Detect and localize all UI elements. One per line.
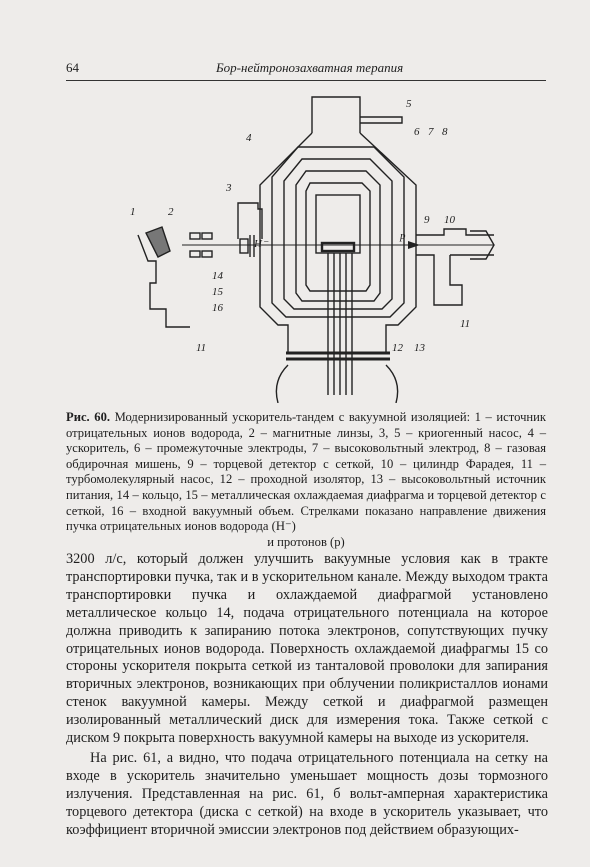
beam-arrow — [408, 241, 420, 249]
caption-text: Модернизированный ускоритель-тандем с вакуумной изоляцией: 1 – источник отрицательных ионов водорода, 2 – магнитные линзы, 3, 5 – криогенный насос, 4 – ускоритель, 6 – промежуточные электроды, 7 – высоковольтный электрод, 8 – газовая обдирочная мишень, 9 – торцевой детектор с сеткой, 10 – цилиндр Фарадея, 11 – турбомолекулярный насос, 12 – проходной изолятор, 13 – высоковольтный источник питания, 14 – кольцо, 15 – металлическая охлаждаемая диафрагма и торцевой детектор с сеткой, 16 – входной вакуумный объем. Стрелками показано направление движения пучка отрицательных ионов водорода (H⁻) — [66, 410, 546, 534]
label-14: 14 — [212, 270, 223, 282]
electrode-3 — [296, 171, 380, 301]
running-title: Бор-нейтронозахватная терапия — [216, 60, 404, 75]
label-15: 15 — [212, 286, 223, 298]
label-9: 9 — [424, 214, 430, 226]
accelerator-diagram — [90, 85, 550, 403]
magnetic-lens-b — [202, 233, 212, 239]
label-h-minus: H⁻ — [254, 238, 268, 250]
label-8: 8 — [442, 126, 448, 138]
caption-title: Рис. 60. — [66, 410, 111, 424]
magnetic-lens-d — [202, 251, 212, 257]
label-16: 16 — [212, 302, 223, 314]
label-12: 12 — [392, 342, 403, 354]
label-2: 2 — [168, 206, 174, 218]
magnetic-lens-a — [190, 233, 200, 239]
caption-last-line: и протонов (p) — [267, 534, 345, 549]
insulator-plate — [286, 353, 390, 359]
label-3: 3 — [226, 182, 232, 194]
turbo-pump-right — [434, 255, 462, 305]
page-number: 64 — [66, 60, 79, 75]
figure-diagram — [90, 85, 550, 403]
feedthrough — [328, 253, 352, 395]
magnetic-lens-c — [190, 251, 200, 257]
label-7: 7 — [428, 126, 434, 138]
paragraph-2: На рис. 61, а видно, что подача отрицательного потенциала на сетку на входе в ускоритель значительно уменьшает мощность дозы тормозного излучения. Представленная на рис. 61, б вольт-амперная характеристика торцевого детектора (диска с сеткой) на входе в ускоритель указывает, что коэффициент вторичной эмиссии электронов под действием образующих- — [66, 749, 548, 838]
paragraph-1: 3200 л/с, который должен улучшить вакуумные условия как в тракте транспортировки пучка, так и в ускорительном канале. Между выходом тракта транспортировки пучка и охлаждаемой диафрагмой установлено металлическое кольцо 14, подача отрицательного потенциала на которое должна приводить к запиранию потока электронов, сопутствующих пучку отрицательных ионов водорода. Поверхность охлаждаемой диафрагмы 15 со стороны ускорителя покрыта сеткой из танталовой проволоки для запирания вторичных электронов, возникающих при облучении поликристаллов ионами стенок вакуумной камеры. Между сеткой и диафрагмой размещен изолированный металлический диск для измерения тока. Также сеткой с диском 9 покрыта поверхность вакуумной камеры на выходе из ускорителя. — [66, 551, 548, 747]
cryopump-arm — [360, 117, 402, 123]
label-13: 13 — [414, 342, 425, 354]
label-11-right: 11 — [460, 318, 471, 330]
stripping-target — [322, 243, 354, 251]
figure-caption — [66, 410, 546, 550]
cryopump-top — [312, 97, 360, 133]
label-10: 10 — [444, 214, 455, 226]
label-p: p — [400, 230, 406, 242]
label-4: 4 — [246, 132, 252, 144]
label-6: 6 — [414, 126, 420, 138]
label-11-left: 11 — [196, 342, 207, 354]
ion-source — [146, 227, 170, 257]
power-supply — [276, 365, 397, 403]
body-text — [66, 551, 548, 840]
label-5: 5 — [406, 98, 412, 110]
exit-pipe — [416, 229, 494, 285]
ring-14 — [240, 239, 248, 253]
label-1: 1 — [130, 206, 136, 218]
cryopump-side — [238, 203, 262, 239]
page-header — [66, 58, 546, 81]
